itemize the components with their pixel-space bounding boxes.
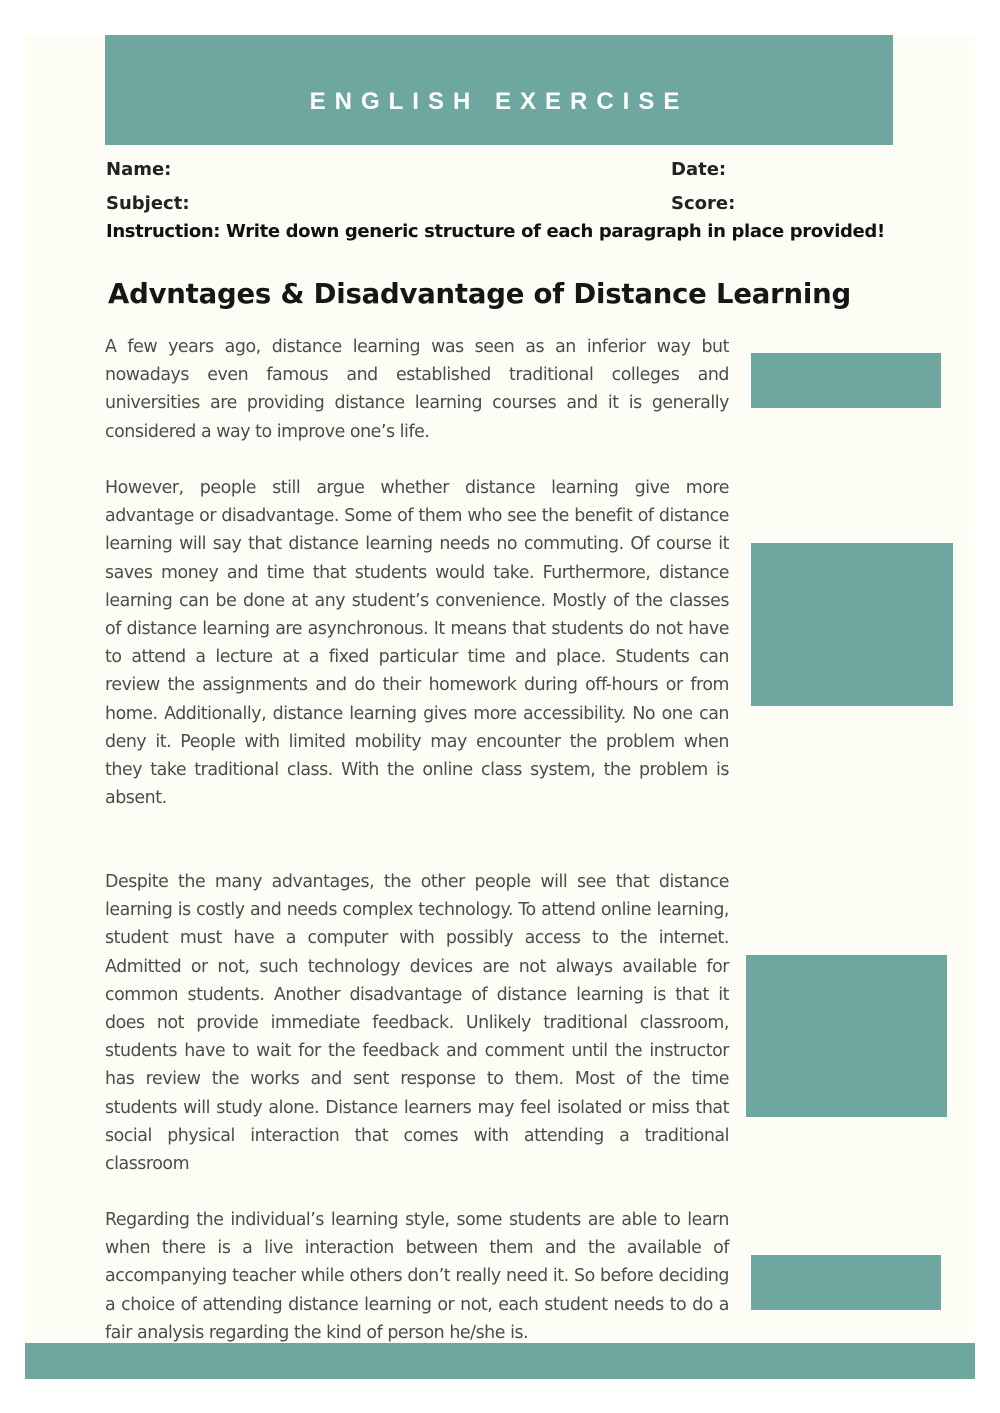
- date-label: Date:: [671, 159, 727, 180]
- subject-label: Subject:: [106, 193, 190, 214]
- answer-box-2[interactable]: [751, 543, 953, 706]
- paragraph-3: Despite the many advantages, the other people will see that distance learning is costly and needs complex technology. To attend online learning, student must have a computer with possibly access to the internet. Admitted or not, such technology devices are not always available for common students. Another disadvantage of distance learning is that it does not provide immediate feedback. Unlikely traditional classroom, students have to wait for the feedback and comment until the instructor has review the works and sent response to them. Most of the time students will study alone. Distance learners may feel isolated or miss that social physical interaction that comes with attending a traditional classroom: [105, 872, 729, 1175]
- score-label: Score:: [671, 193, 736, 214]
- answer-box-1[interactable]: [751, 353, 941, 408]
- header-banner: [105, 35, 893, 145]
- paragraph-2: However, people still argue whether distance learning give more advantage or disadvantage. Some of them who see the benefit of distance learning will say that distance learning needs no commuting. Of course it saves money and time that students would take. Furthermore, distance learning can be done at any student’s convenience. Mostly of the classes of distance learning are asynchronous. It means that students do not have to attend a lecture at a fixed particular time and place. Students can review the assignments and do their homework during off-hours or from home. Additionally, distance learning gives more accessibility. No one can deny it. People with limited mobility may encounter the problem when they take traditional class. With the online class system, the problem is absent.: [105, 478, 729, 809]
- footer-bar: [25, 1343, 975, 1379]
- paragraph-1: A few years ago, distance learning was seen as an inferior way but nowadays even famous and established traditional colleges and universities are providing distance learning courses and it is generally considered a way to improve one’s life.: [105, 337, 729, 442]
- instruction-text: Instruction: Write down generic structure of each paragraph in place provided!: [106, 221, 885, 242]
- name-label: Name:: [106, 159, 172, 180]
- answer-box-3[interactable]: [746, 955, 947, 1117]
- answer-box-4[interactable]: [751, 1255, 941, 1310]
- worksheet-title: ENGLISH EXERCISE: [309, 88, 689, 115]
- reading-title: Advntages & Disadvantage of Distance Learning: [108, 278, 851, 310]
- paragraph-4: Regarding the individual’s learning style, some students are able to learn when there is a live interaction between them and the available of accompanying teacher while others don’t really need it. So before deciding a choice of attending distance learning or not, each student needs to do a fair analysis regarding the kind of person he/she is.: [105, 1210, 729, 1343]
